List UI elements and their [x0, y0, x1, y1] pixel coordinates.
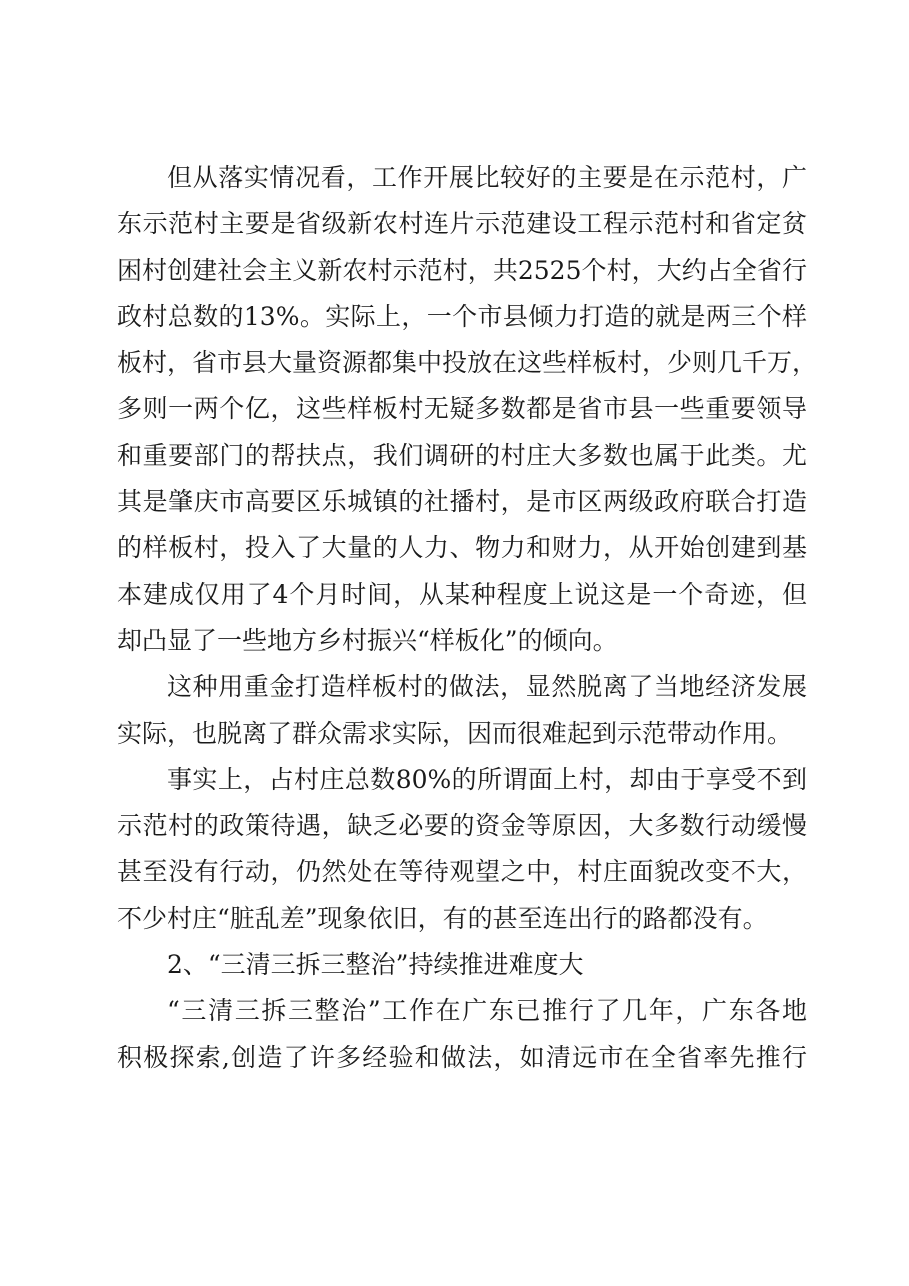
paragraph: [117, 155, 818, 664]
text-line: 这种用重金打造样板村的做法，显然脱离了当地经济发展: [167, 672, 807, 702]
text-line: “三清三拆三整治”工作在广东已推行了几年，广东各地: [167, 996, 807, 1026]
text-line: 板村，省市县大量资源都集中投放在这些样板村，少则几千万，: [117, 348, 818, 378]
paragraph: [117, 942, 807, 988]
text-line: 本建成仅用了4个月时间，从某种程度上说这是一个奇迹，但: [117, 579, 807, 609]
text-line: 和重要部门的帮扶点，我们调研的村庄大多数也属于此类。尤: [117, 440, 807, 470]
text-line: 甚至没有行动，仍然处在等待观望之中，村庄面貌改变不大，: [117, 857, 807, 887]
text-line: 积极探索,创造了许多经验和做法，如清远市在全省率先推行: [117, 1042, 807, 1072]
paragraph: [117, 757, 807, 942]
text-line: 但从落实情况看，工作开展比较好的主要是在示范村，广: [167, 163, 807, 192]
text-line: 2、“三清三拆三整治”持续推进难度大: [167, 950, 584, 980]
text-line: 东示范村主要是省级新农村连片示范建设工程示范村和省定贫: [117, 209, 807, 239]
text-line: 政村总数的13%。实际上，一个市县倾力打造的就是两三个样: [117, 301, 807, 331]
paragraph: [117, 988, 807, 1081]
text-line: 却凸显了一些地方乡村振兴“样板化”的倾向。: [117, 625, 618, 655]
text-line: 实际，也脱离了群众需求实际，因而很难起到示范带动作用。: [117, 718, 793, 748]
body-text: [117, 155, 818, 1081]
text-line: 示范村的政策待遇，缺乏必要的资金等原因，大多数行动缓慢: [117, 811, 807, 841]
text-line: 事实上，占村庄总数80%的所谓面上村，却由于享受不到: [167, 764, 807, 794]
text-line: 困村创建社会主义新农村示范村，共2525个村，大约占全省行: [117, 255, 807, 285]
text-line: 不少村庄“脏乱差”现象依旧，有的甚至连出行的路都没有。: [117, 903, 768, 933]
text-line: 其是肇庆市高要区乐城镇的社播村，是市区两级政府联合打造: [117, 487, 807, 517]
text-line: 的样板村，投入了大量的人力、物力和财力，从开始创建到基: [117, 533, 807, 563]
text-line: 多则一两个亿，这些样板村无疑多数都是省市县一些重要领导: [117, 394, 807, 424]
paragraph: [117, 664, 807, 757]
